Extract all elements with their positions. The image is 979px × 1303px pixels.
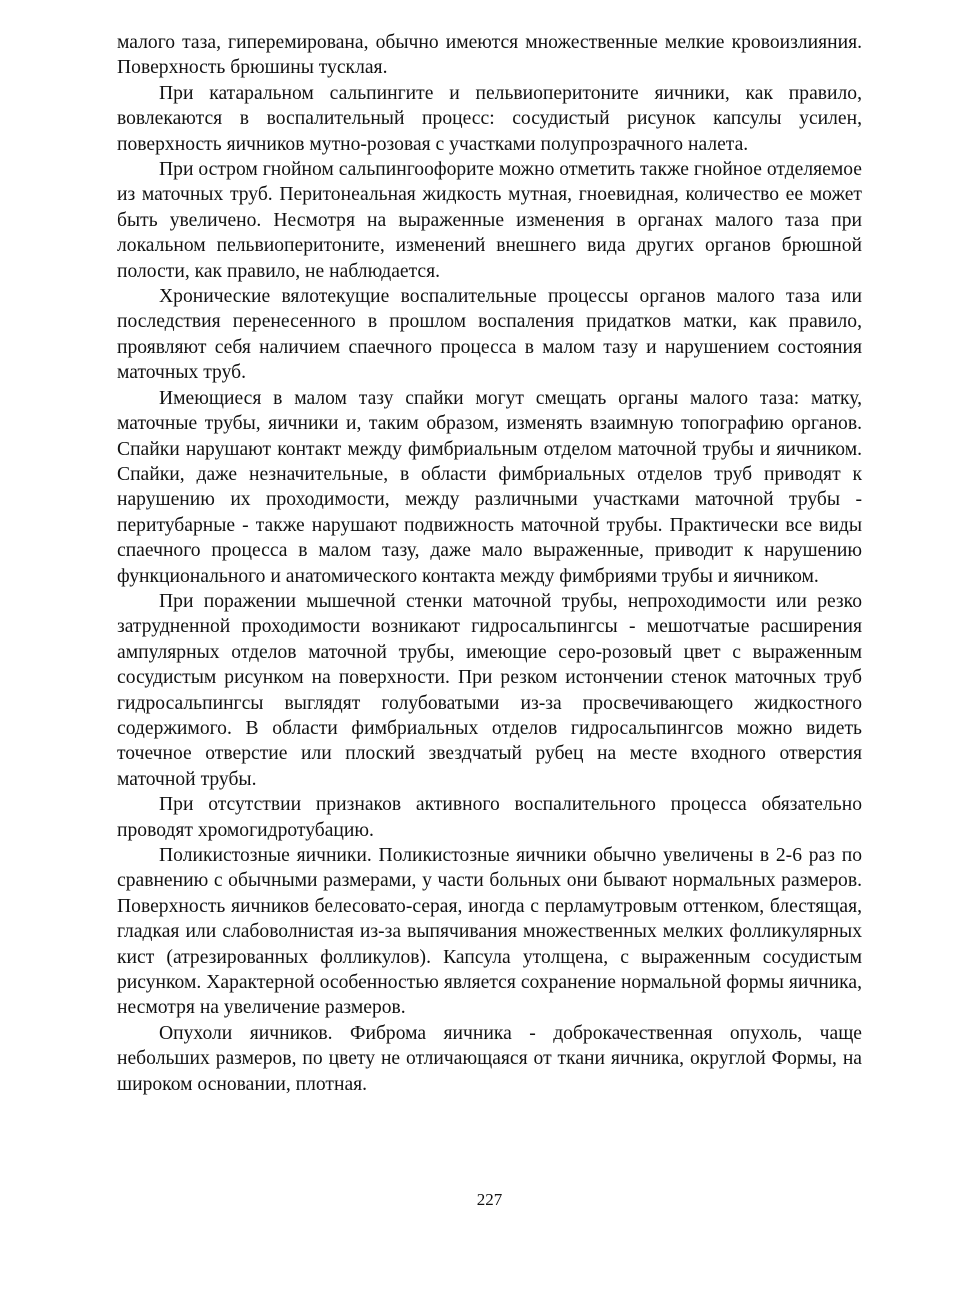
paragraph-ovarian-tumors: Опухоли яичников. Фиброма яичника - доброкачественная опухоль, чаще небольших размеров, по цвету не отличающаяся от ткани яичника, округлой Формы, на широком основании, плотная.	[117, 1022, 862, 1095]
paragraph-continuation: малого таза, гиперемирована, обычно имеются множественные мелкие кровоизлияния. Поверхность брюшины тусклая.	[117, 32, 862, 79]
paragraph-adhesions: Имеющиеся в малом тазу спайки могут смещать органы малого таза: матку, маточные трубы, яичники и, таким образом, изменять взаимную топографию органов. Спайки нарушают контакт между фимбриальным отделом маточной трубы и яичником. Спайки, даже незначительные, в области фимбриальных отделов труб приводят к нарушению их проходимости, между различными участками маточной трубы - перитубарные - также нарушают подвижность маточной трубы. Практически все виды спаечного процесса в малом тазу, даже мало выраженные, приводит к нарушению функционального и анатомического контакта между фимбриями трубы и яичником.	[117, 387, 862, 587]
paragraph-hydrosalpinx: При поражении мышечной стенки маточной трубы, непроходимости или резко затрудненной проходимости возникают гидросальпингсы - мешотчатые расширения ампулярных отделов маточной трубы, имеющие серо-розовый цвет с выраженным сосудистым рисунком на поверхности. При резком истончении стенок маточных труб гидросальпингсы выглядят голубоватыми из-за просвечивающего жидкостного содержимого. В области фимбриальных отделов гидросальпингсов можно видеть точечное отверстие или плоский звездчатый рубец на месте входного отверстия маточной трубы.	[117, 590, 862, 790]
paragraph-catarrhal-salpingitis: При катаральном сальпингите и пельвиоперитоните яичники, как правило, вовлекаются в воспалительный процесс: сосудистый рисунок капсулы усилен, поверхность яичников мутно-розовая с участками полупрозрачного налета.	[117, 82, 862, 155]
page-body	[117, 30, 862, 1097]
paragraph-polycystic-ovaries: Поликистозные яичники. Поликистозные яичники обычно увеличены в 2-6 раз по сравнению с обычными размерами, у части больных они бывают нормальных размеров. Поверхность яичников белесовато-серая, иногда с перламутровым оттенком, блестящая, гладкая или слабоволнистая из-за выпячивания множественных мелких фолликулярных кист (атрезированных фолликулов). Капсула утолщена, с выраженным сосудистым рисунком. Характерной особенностью является сохранение нормальной формы яичника, несмотря на увеличение размеров.	[117, 845, 862, 1019]
paragraph-chromohydrotubation: При отсутствии признаков активного воспалительного процесса обязательно проводят хромогидротубацию.	[117, 794, 862, 841]
paragraph-purulent-salpingo-oophoritis: При остром гнойном сальпингоофорите можно отметить также гнойное отделяемое из маточных труб. Перитонеальная жидкость мутная, гноевидная, количество ее может быть увеличено. Несмотря на выраженные изменения в органах малого таза при локальном пельвиоперитоните, изменений внешнего вида других органов брюшной полости, как правило, не наблюдается.	[117, 159, 862, 282]
paragraph-chronic-inflammation: Хронические вялотекущие воспалительные процессы органов малого таза или последствия перенесенного в прошлом воспаления придатков матки, как правило, проявляют себя наличием спаечного процесса в малом тазу и нарушением состояния маточных труб.	[117, 286, 862, 384]
page-number: 227	[476, 1190, 503, 1209]
